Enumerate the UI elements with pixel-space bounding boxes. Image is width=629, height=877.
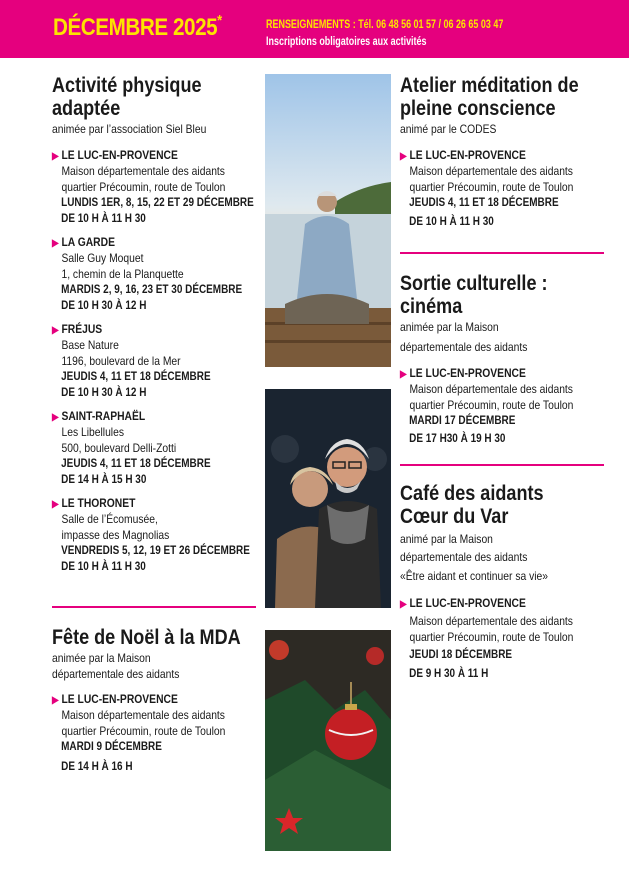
section-subtitle: animée par la Maison — [400, 320, 499, 334]
date-line: LUNDIS 1ER, 8, 15, 22 ET 29 DÉCEMBRE — [61, 195, 254, 209]
time-line: DE 14 H À 16 H — [61, 758, 133, 773]
section-subtitle: animée par la Maison — [52, 651, 151, 665]
time-line: DE 10 H À 11 H 30 — [61, 558, 146, 573]
date-line: MARDIS 2, 9, 16, 23 ET 30 DÉCEMBRE — [61, 282, 243, 296]
section-title-line1: Atelier méditation de — [400, 74, 579, 97]
address-line: Maison départementale des aidants — [61, 164, 225, 178]
section-title-line1: Café des aidants — [400, 482, 544, 505]
section-subtitle: animé par la Maison — [400, 532, 493, 546]
section-divider — [400, 464, 604, 466]
location-name: LA GARDE — [61, 235, 115, 249]
triangle-arrow-icon: ▶ — [52, 238, 59, 249]
location-name: LE THORONET — [61, 496, 136, 510]
address-line: 1196, boulevard de la Mer — [61, 353, 181, 368]
address-line: Salle de l’Écomusée, — [61, 512, 158, 526]
location-block — [400, 366, 610, 446]
location-block — [52, 496, 262, 574]
section-title-line2: Cœur du Var — [400, 505, 509, 528]
christmas-photo — [265, 630, 391, 851]
date-line: JEUDIS 4, 11 ET 18 DÉCEMBRE — [61, 369, 211, 383]
section-subtitle: départementale des aidants — [400, 550, 528, 564]
contact-phone-line: RENSEIGNEMENTS : Tél. 06 48 56 01 57 / 06 26 65 03 47 — [266, 19, 504, 31]
date-line: JEUDIS 4, 11 ET 18 DÉCEMBRE — [409, 195, 559, 209]
senior-couple-cinema-image — [265, 389, 391, 608]
triangle-arrow-icon: ▶ — [52, 695, 59, 706]
cinema-photo — [265, 389, 391, 608]
address-line: Les Libellules — [61, 425, 124, 439]
triangle-arrow-icon: ▶ — [400, 151, 407, 162]
christmas-tree-ornament-image — [265, 630, 391, 851]
date-line: MARDI 17 DÉCEMBRE — [409, 413, 516, 427]
time-line: DE 10 H 30 À 12 H — [61, 297, 147, 312]
section-physical-activity — [52, 74, 262, 574]
location-name: LE LUC-EN-PROVENCE — [61, 692, 178, 706]
location-name: SAINT-RAPHAËL — [61, 409, 146, 423]
month-title: DÉCEMBRE 2025 — [53, 14, 218, 41]
section-subtitle: animée par l’association Siel Bleu — [52, 122, 207, 136]
section-title-line2: pleine conscience — [400, 97, 556, 120]
section-meditation — [400, 74, 610, 229]
triangle-arrow-icon: ▶ — [52, 151, 59, 162]
location-block — [52, 235, 262, 313]
address-line: 1, chemin de la Planquette — [61, 266, 184, 281]
time-line: DE 10 H À 11 H 30 — [61, 210, 146, 225]
location-name: LE LUC-EN-PROVENCE — [409, 366, 526, 380]
location-block — [52, 148, 262, 226]
address-line: Base Nature — [61, 338, 119, 352]
address-line: quartier Précoumin, route de Toulon — [409, 179, 574, 194]
section-title-line1: Sortie culturelle : — [400, 272, 548, 295]
time-line: DE 10 H À 11 H 30 — [409, 213, 494, 228]
page-title — [53, 14, 222, 42]
time-line: DE 10 H 30 À 12 H — [61, 384, 147, 399]
date-line: JEUDI 18 DÉCEMBRE — [409, 647, 513, 661]
section-divider — [52, 606, 256, 608]
section-subtitle: départementale des aidants — [52, 667, 180, 681]
section-subtitle: animé par le CODES — [400, 122, 497, 136]
section-christmas-party — [52, 626, 262, 774]
date-line: VENDREDIS 5, 12, 19 ET 26 DÉCEMBRE — [61, 543, 250, 557]
section-title: Fête de Noël à la MDA — [52, 626, 241, 649]
address-line: Maison départementale des aidants — [61, 708, 225, 722]
location-name: LE LUC-EN-PROVENCE — [409, 148, 526, 162]
location-block — [52, 322, 262, 400]
man-meditating-by-lake-image — [265, 74, 391, 367]
address-line: quartier Précoumin, route de Toulon — [61, 179, 226, 194]
address-line: 500, boulevard Delli-Zotti — [61, 440, 177, 455]
meditation-photo — [265, 74, 391, 367]
triangle-arrow-icon: ▶ — [400, 599, 407, 610]
triangle-arrow-icon: ▶ — [52, 325, 59, 336]
triangle-arrow-icon: ▶ — [52, 412, 59, 423]
registration-note: Inscriptions obligatoires aux activités — [266, 36, 427, 48]
address-line: impasse des Magnolias — [61, 527, 170, 542]
location-block — [400, 596, 620, 681]
contact-info — [266, 17, 503, 51]
location-name: LE LUC-EN-PROVENCE — [61, 148, 178, 162]
title-asterisk: * — [217, 12, 222, 29]
address-line: Salle Guy Moquet — [61, 251, 144, 265]
section-title-line2: adaptée — [52, 97, 121, 120]
time-line: DE 14 H À 15 H 30 — [61, 471, 147, 486]
address-line: quartier Précoumin, route de Toulon — [409, 629, 574, 644]
header-band — [0, 0, 629, 58]
time-line: DE 9 H 30 À 11 H — [409, 665, 489, 680]
section-quote: «Être aidant et continuer sa vie» — [400, 569, 549, 583]
location-block — [52, 692, 262, 774]
section-caregivers-cafe — [400, 482, 620, 681]
address-line: Maison départementale des aidants — [409, 382, 573, 396]
date-line: MARDI 9 DÉCEMBRE — [61, 739, 162, 753]
time-line: DE 17 H30 À 19 H 30 — [409, 430, 506, 445]
section-subtitle: départementale des aidants — [400, 340, 528, 354]
date-line: JEUDIS 4, 11 ET 18 DÉCEMBRE — [61, 456, 211, 470]
location-name: FRÉJUS — [61, 322, 103, 336]
address-line: Maison départementale des aidants — [409, 164, 573, 178]
triangle-arrow-icon: ▶ — [400, 369, 407, 380]
section-divider — [400, 252, 604, 254]
address-line: quartier Précoumin, route de Toulon — [409, 397, 574, 412]
location-block — [400, 148, 610, 229]
triangle-arrow-icon: ▶ — [52, 499, 59, 510]
address-line: Maison départementale des aidants — [409, 614, 573, 628]
section-title-line2: cinéma — [400, 295, 463, 318]
section-cinema — [400, 272, 610, 446]
location-block — [52, 409, 262, 487]
section-title-line1: Activité physique — [52, 74, 202, 97]
address-line: quartier Précoumin, route de Toulon — [61, 723, 226, 738]
location-name: LE LUC-EN-PROVENCE — [409, 596, 526, 610]
